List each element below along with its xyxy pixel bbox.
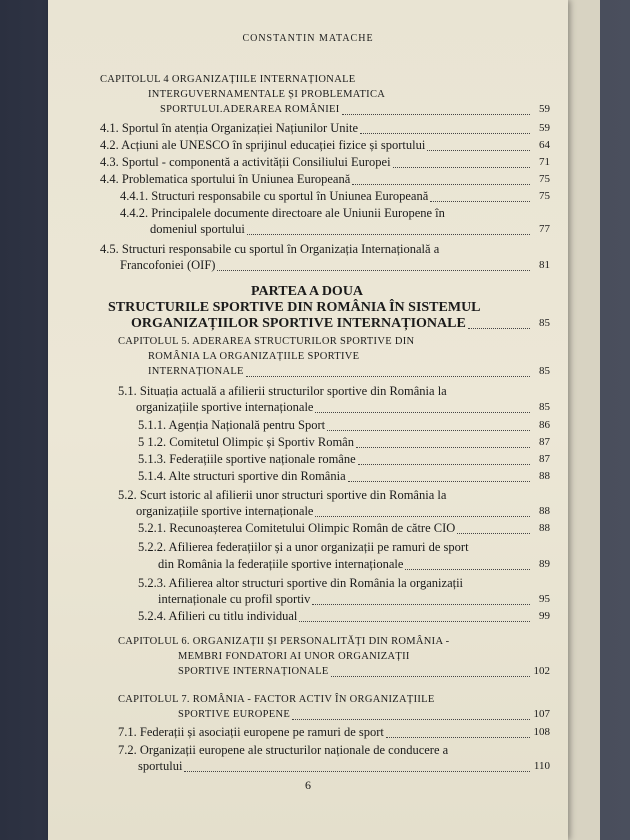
toc-entry-text: 5.1.3. Federațiile sportive naționale române <box>138 452 356 466</box>
toc-entry-text: 5 1.2. Comitetul Olimpic și Sportiv Român <box>138 435 354 449</box>
toc-entry-text: INTERNAȚIONALE <box>148 366 244 377</box>
toc-leader-dots <box>315 516 530 517</box>
toc-leader-dots <box>352 184 530 185</box>
toc-leader-dots <box>342 114 530 115</box>
toc-leader-dots <box>386 737 530 738</box>
toc-leader-dots <box>393 167 530 168</box>
toc-leader-dots <box>331 676 530 677</box>
toc-entry-text: 5.2. Scurt istoric al afilierii unor structuri sportive din România la <box>118 488 447 502</box>
toc-entry-text: organizațiile sportive internaționale <box>136 504 314 518</box>
toc-entry-text: 5.1. Situația actuală a afilierii structurilor sportive din România la <box>118 384 447 398</box>
toc-entry-text: organizațiile sportive internaționale <box>136 400 314 414</box>
toc-entry-text: Francofoniei (OIF) <box>120 258 216 272</box>
toc-entry-text: 4.2. Acțiuni ale UNESCO în sprijinul educației fizice și sportului <box>100 138 426 152</box>
toc-leader-dots <box>217 270 530 271</box>
toc-page-number: 85 <box>539 317 550 329</box>
toc-page-number: 59 <box>539 122 550 134</box>
toc-entry-text: 5.1.4. Alte structuri sportive din România <box>138 469 346 483</box>
toc-entry-text: ROMÂNIA LA ORGANIZAȚIILE SPORTIVE <box>148 351 360 362</box>
toc-leader-dots <box>246 376 530 377</box>
toc-entry-text: 5.1.1. Agenția Națională pentru Sport <box>138 418 326 432</box>
toc-leader-dots <box>299 621 530 622</box>
toc-entry-text: 5.2.1. Recunoașterea Comitetului Olimpic Român de către CIO <box>138 521 456 535</box>
toc-leader-dots <box>312 604 530 605</box>
toc-entry-text: 7.2. Organizații europene ale structurilor naționale de conducere a <box>118 743 449 757</box>
toc-page-number: 86 <box>539 419 550 431</box>
toc-entry-text: sportului <box>138 759 183 773</box>
toc-page-number: 95 <box>539 593 550 605</box>
toc-page-number: 75 <box>539 173 550 185</box>
toc-entry-text: ORGANIZAȚIILOR SPORTIVE INTERNAȚIONALE <box>131 316 466 331</box>
toc-leader-dots <box>356 447 530 448</box>
page-number: 6 <box>305 778 311 792</box>
toc-page-number: 99 <box>539 610 550 622</box>
toc-page-number: 85 <box>539 365 550 377</box>
toc-leader-dots <box>358 464 530 465</box>
toc-entry-text: 5.2.4. Afilieri cu titlu individual <box>138 609 298 623</box>
toc-page-number: 110 <box>533 760 550 772</box>
toc-leader-dots <box>348 481 530 482</box>
toc-entry-text: 7.1. Federații și asociații europene pe ramuri de sport <box>118 725 384 739</box>
toc-leader-dots <box>327 430 530 431</box>
toc-page-number: 59 <box>539 103 550 115</box>
toc-leader-dots <box>184 771 530 772</box>
toc-entry-text: SPORTULUI.ADERAREA ROMÂNIEI <box>160 104 340 115</box>
toc-entry-text: PARTEA A DOUA <box>251 284 364 299</box>
toc-entry-text: 4.4.1. Structuri responsabile cu sportul în Uniunea Europeană <box>120 189 429 203</box>
toc-entry-text: CAPITOLUL 7. ROMÂNIA - FACTOR ACTIV ÎN ORGANIZAȚIILE <box>118 694 435 705</box>
toc-leader-dots <box>427 150 530 151</box>
toc-entry-text: 4.4. Problematica sportului în Uniunea Europeană <box>100 172 351 186</box>
toc-entry-text: INTERGUVERNAMENTALE ȘI PROBLEMATICA <box>148 89 386 100</box>
toc-page-number: 88 <box>539 470 550 482</box>
toc-entry-text: domeniul sportului <box>150 222 245 236</box>
toc-page-number: 81 <box>539 259 550 271</box>
toc-leader-dots <box>315 412 530 413</box>
toc-page-number: 71 <box>539 156 550 168</box>
toc-leader-dots <box>247 234 530 235</box>
toc-entry-text: CAPITOLUL 4 ORGANIZAȚIILE INTERNAȚIONALE <box>100 74 356 85</box>
toc-page-number: 107 <box>533 708 550 720</box>
toc-entry-text: SPORTIVE INTERNAȚIONALE <box>178 666 329 677</box>
toc-page-number: 87 <box>539 436 550 448</box>
toc-page-number: 85 <box>539 401 550 413</box>
toc-page-number: 64 <box>539 139 550 151</box>
toc-entry-text: 4.5. Structuri responsabile cu sportul în Organizația Internațională a <box>100 242 440 256</box>
toc-leader-dots <box>292 719 530 720</box>
toc-entry-text: MEMBRI FONDATORI AI UNOR ORGANIZAȚII <box>178 651 410 662</box>
toc-leader-dots <box>457 533 530 534</box>
toc-entry-text: SPORTIVE EUROPENE <box>178 709 291 720</box>
toc-leader-dots <box>405 569 530 570</box>
toc-page-number: 77 <box>539 223 550 235</box>
toc-entry-text: 4.1. Sportul în atenția Organizației Națiunilor Unite <box>100 121 359 135</box>
toc-entry-text: 5.2.2. Afilierea federațiilor și a unor organizații pe ramuri de sport <box>138 540 469 554</box>
toc-page-number: 89 <box>539 558 550 570</box>
toc-entry-text: din România la federațiile sportive internaționale <box>158 557 404 571</box>
running-header: CONSTANTIN MATACHE <box>242 33 374 44</box>
toc-entry-text: CAPITOLUL 6. ORGANIZAȚII ȘI PERSONALITĂȚI DIN ROMÂNIA - <box>118 636 450 647</box>
toc-entry-text: internaționale cu profil sportiv <box>158 592 311 606</box>
toc-page-number: 102 <box>533 665 550 677</box>
toc-leader-dots <box>430 201 530 202</box>
toc-leader-dots <box>468 328 530 329</box>
toc-entry-text: 4.3. Sportul - componentă a activității Consiliului Europei <box>100 155 391 169</box>
toc-page-number: 108 <box>533 726 550 738</box>
toc-page-number: 87 <box>539 453 550 465</box>
toc-leader-dots <box>360 133 530 134</box>
toc-entry-text: CAPITOLUL 5. ADERAREA STRUCTURILOR SPORTIVE DIN <box>118 336 415 347</box>
toc-entry-text: 4.4.2. Principalele documente directoare ale Uniunii Europene în <box>120 206 445 220</box>
toc-entry-text: 5.2.3. Afilierea altor structuri sportive din România la organizații <box>138 576 464 590</box>
toc-page-number: 88 <box>539 522 550 534</box>
toc-entry-text: STRUCTURILE SPORTIVE DIN ROMÂNIA ÎN SISTEMUL <box>108 300 481 315</box>
toc-page-number: 88 <box>539 505 550 517</box>
toc-page-number: 75 <box>539 190 550 202</box>
book-page <box>48 0 568 840</box>
